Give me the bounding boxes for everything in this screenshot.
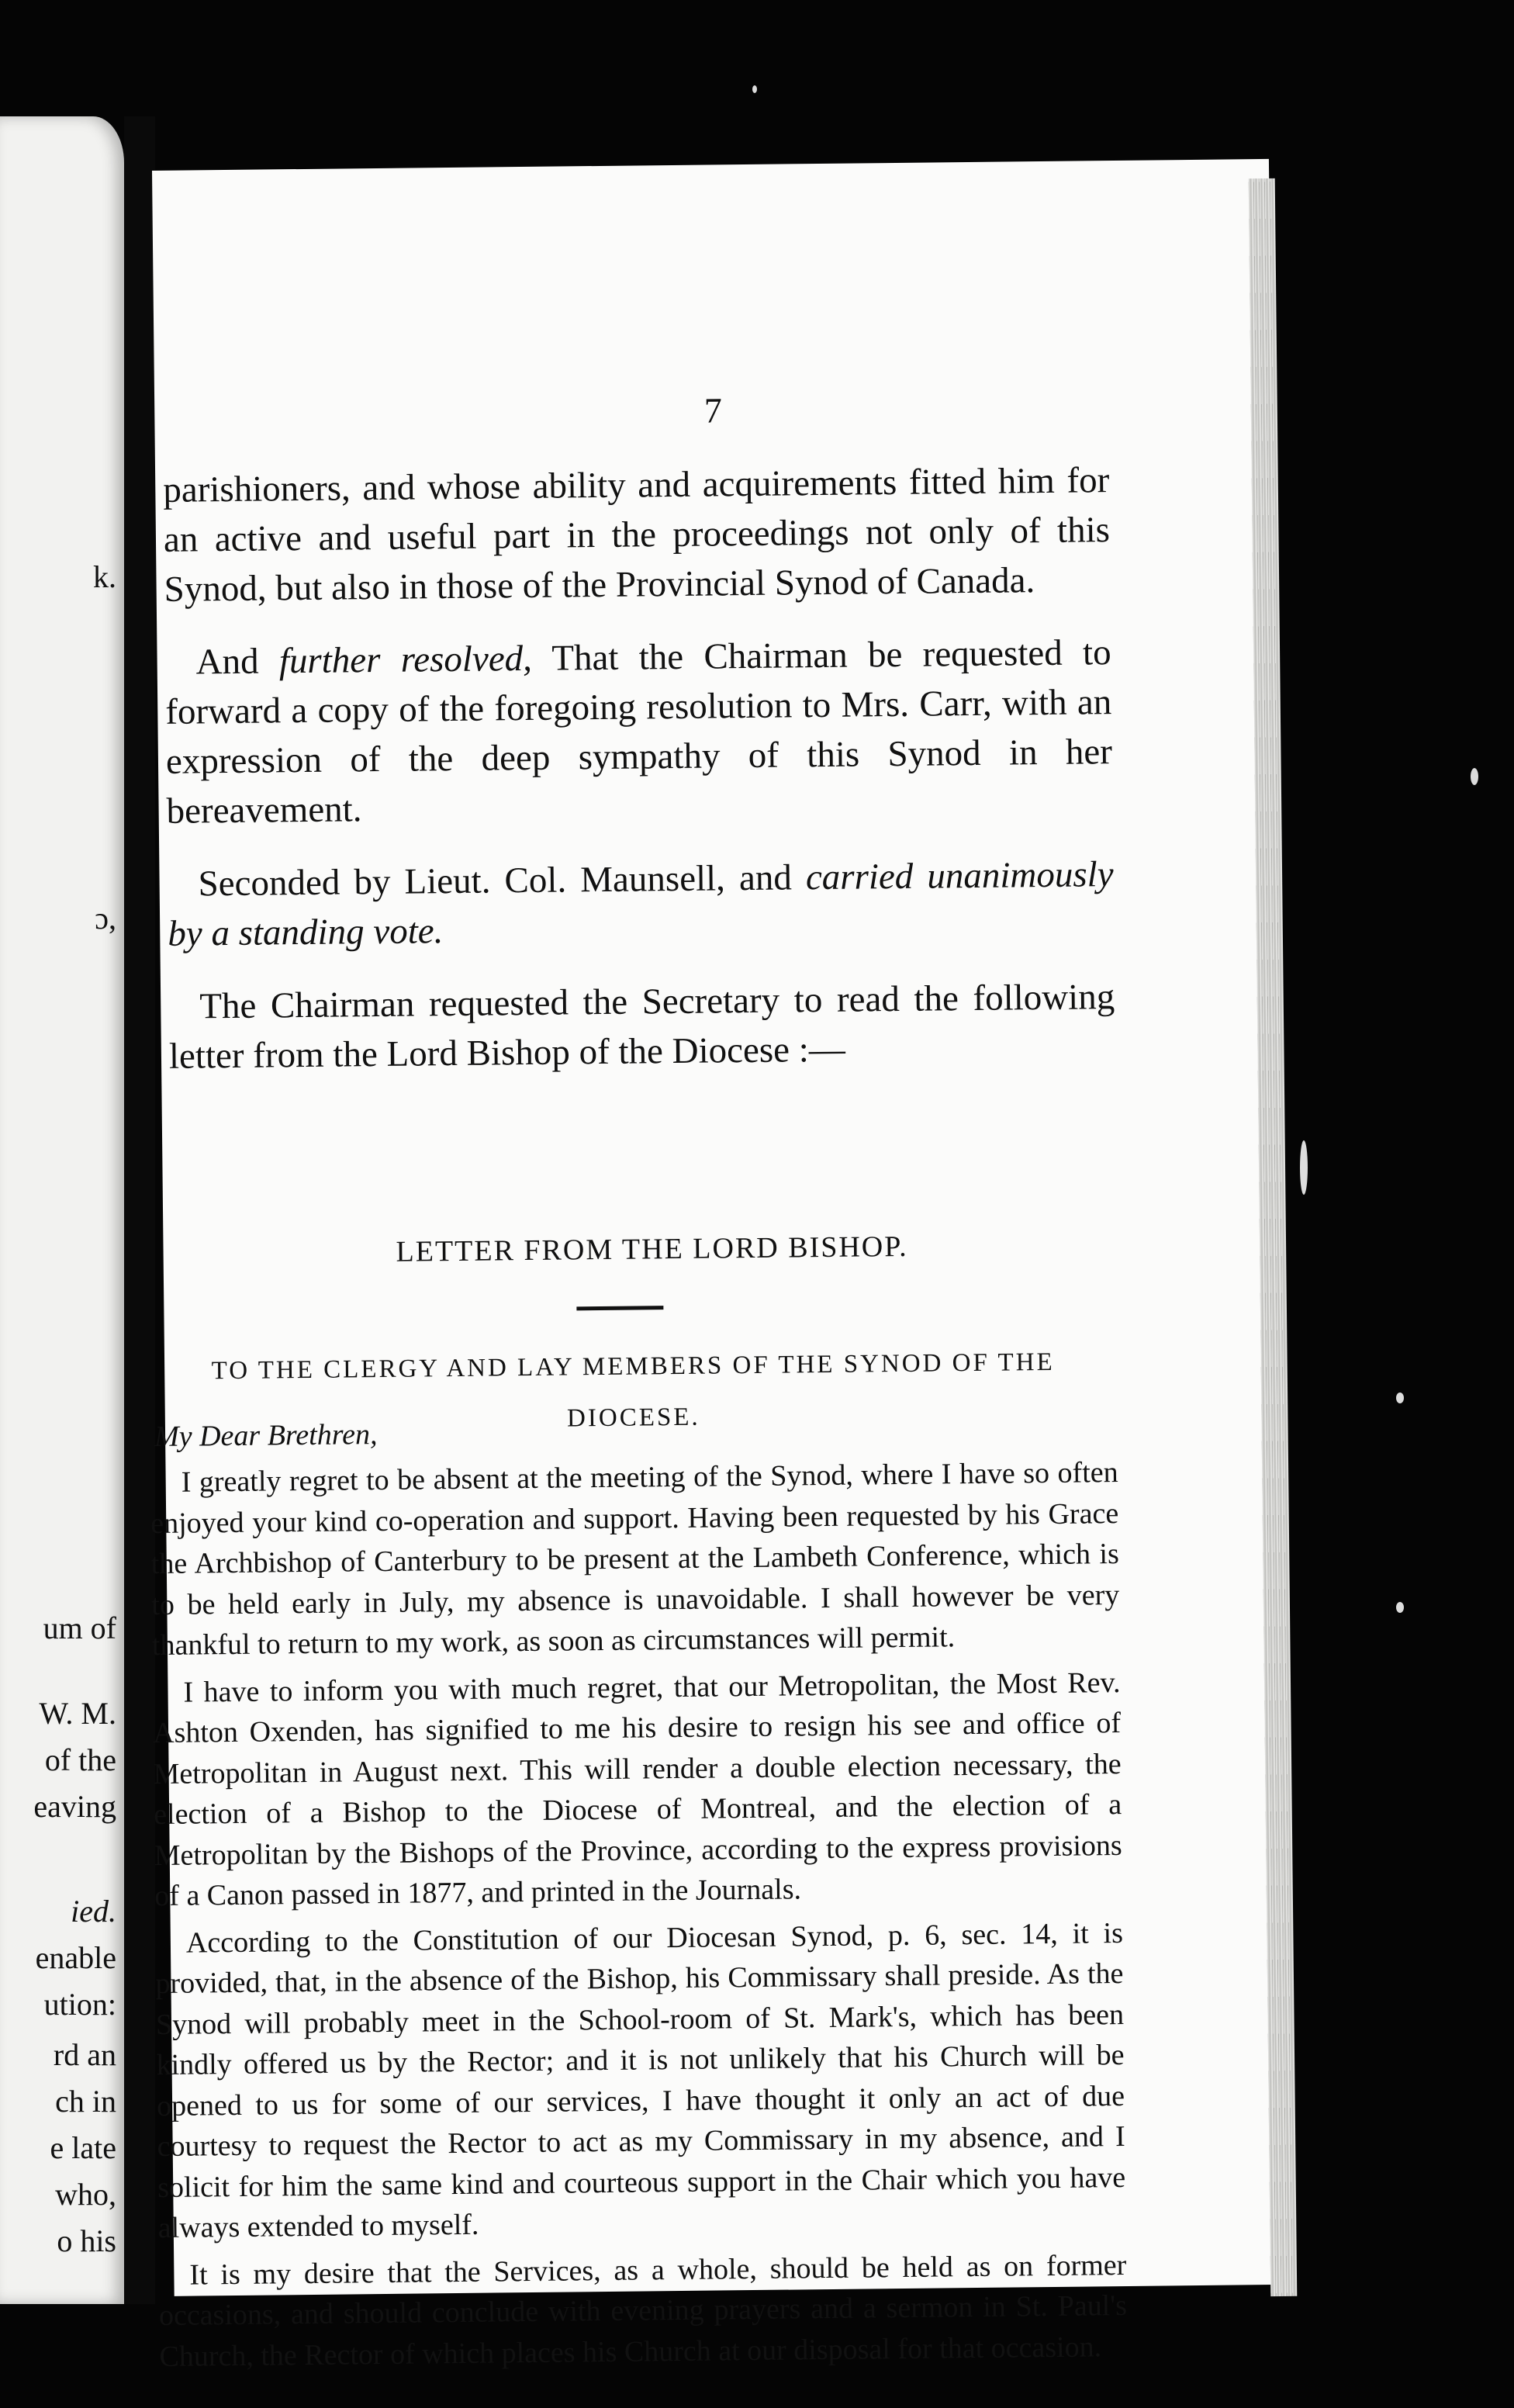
left-page-text-fragment: of the: [44, 1742, 116, 1777]
carried-unanimously-italic: carried unanimously by a standing vote.: [168, 854, 1114, 954]
letter-paragraph: I greatly regret to be absent at the meeting of the Synod, where I have so often enjoyed your kind co-operation and support. Having been requested by his Grace the Archbishop of Canterbury to be present at the Lambeth Conference, which is to be held early in July, my absence is unavoidable. I shall however be very thankful to return to my work, as soon as circumstances will permit.: [150, 1456, 1120, 1662]
left-page-text-fragment: k.: [93, 559, 116, 594]
page-number: 7: [703, 390, 723, 431]
left-page-text-fragment: um of: [43, 1611, 116, 1645]
left-page-text-fragment: rd an: [53, 2037, 116, 2072]
book-gutter: [124, 116, 155, 2304]
left-page-text-fragment: eaving: [33, 1789, 116, 1824]
left-page-text-fragment: ied.: [71, 1894, 116, 1929]
left-page-text-fragment: ɔ,: [95, 901, 116, 936]
book-page: [150, 159, 1291, 2373]
letter-paragraph: It is my desire that the Services, as a whole, should be held as on former occasions, and should conclude with evening prayers and a sermon in St. Paul's Church, the Rector of which places his Church at our disposal for that occasion.: [158, 2248, 1128, 2373]
left-page-text-fragment: enable: [35, 1940, 116, 1975]
left-page-text-fragment: e late: [50, 2130, 116, 2165]
letter-paragraph: I have to inform you with much regret, that our Metropolitan, the Most Rev. Ashton Oxenden, has signified to me his desire to resign his see and office of Metropolitan in August next. This will render a double election necessary, the election of a Bishop to the Diocese of Montreal, and the election of a Metropolitan by the Bishops of the Province, according to the express provisions of a Canon passed in 1877, and printed in the Journals.: [152, 1666, 1122, 1913]
paragraph-seconded: Seconded by Lieut. Col. Maunsell, and carried unanimously by a standing vote.: [168, 854, 1114, 954]
letter-heading: LETTER FROM THE LORD BISHOP.: [396, 1230, 908, 1268]
left-page-text-fragment: ch in: [55, 2084, 116, 2119]
paragraph-parishioners: parishioners, and whose ability and acquirements fitted him for an active and useful part in the proceedings not only of this Synod, but also in those of the Provincial Synod of Canada.: [163, 460, 1111, 610]
letter-salutation: My Dear Brethren,: [154, 1418, 378, 1454]
dust-speck: [752, 85, 757, 93]
letter-paragraph: According to the Constitution of our Diocesan Synod, p. 6, sec. 14, it is provided, that, in the absence of the Bishop, his Commissary shall preside. As the Synod will probably meet in the School-room of St. Mark's, which has been kindly offered us by the Rector; and it is not unlikely that his Church will be opened to us for some of our services, I have thought it only an act of due courtesy to request the Rector to act as my Commissary in my absence, and I solicit for him the same kind and courteous support in the Chair which you have always extended to myself.: [155, 1916, 1126, 2245]
left-page-fragment: [0, 116, 124, 2304]
dust-speck: [1300, 1140, 1308, 1195]
letter-address: TO THE CLERGY AND LAY MEMBERS OF THE SYNOD OF THE DIOCESE.: [211, 1348, 1055, 1433]
left-page-text-fragment: who,: [55, 2177, 116, 2212]
dust-speck: [1471, 768, 1478, 785]
heading-rule: [576, 1306, 663, 1310]
left-page-text-fragment: W. M.: [39, 1696, 116, 1731]
left-page-text-fragment: ution:: [43, 1987, 116, 2022]
dust-speck: [1396, 1602, 1404, 1613]
paragraph-chairman-requested: The Chairman requested the Secretary to read the following letter from the Lord Bishop of the Diocese :—: [168, 977, 1115, 1077]
further-resolved-italic: further resolved,: [278, 638, 533, 682]
paragraph-further-resolved: And further resolved, That the Chairman be requested to forward a copy of the foregoing resolution to Mrs. Carr, with an expression of the deep sympathy of this Synod in her bereavement.: [165, 632, 1113, 832]
body-text: [163, 455, 1116, 1105]
letter-body: [150, 1452, 1127, 2383]
left-page-text-fragment: o his: [57, 2223, 116, 2258]
dust-speck: [1396, 1393, 1404, 1403]
